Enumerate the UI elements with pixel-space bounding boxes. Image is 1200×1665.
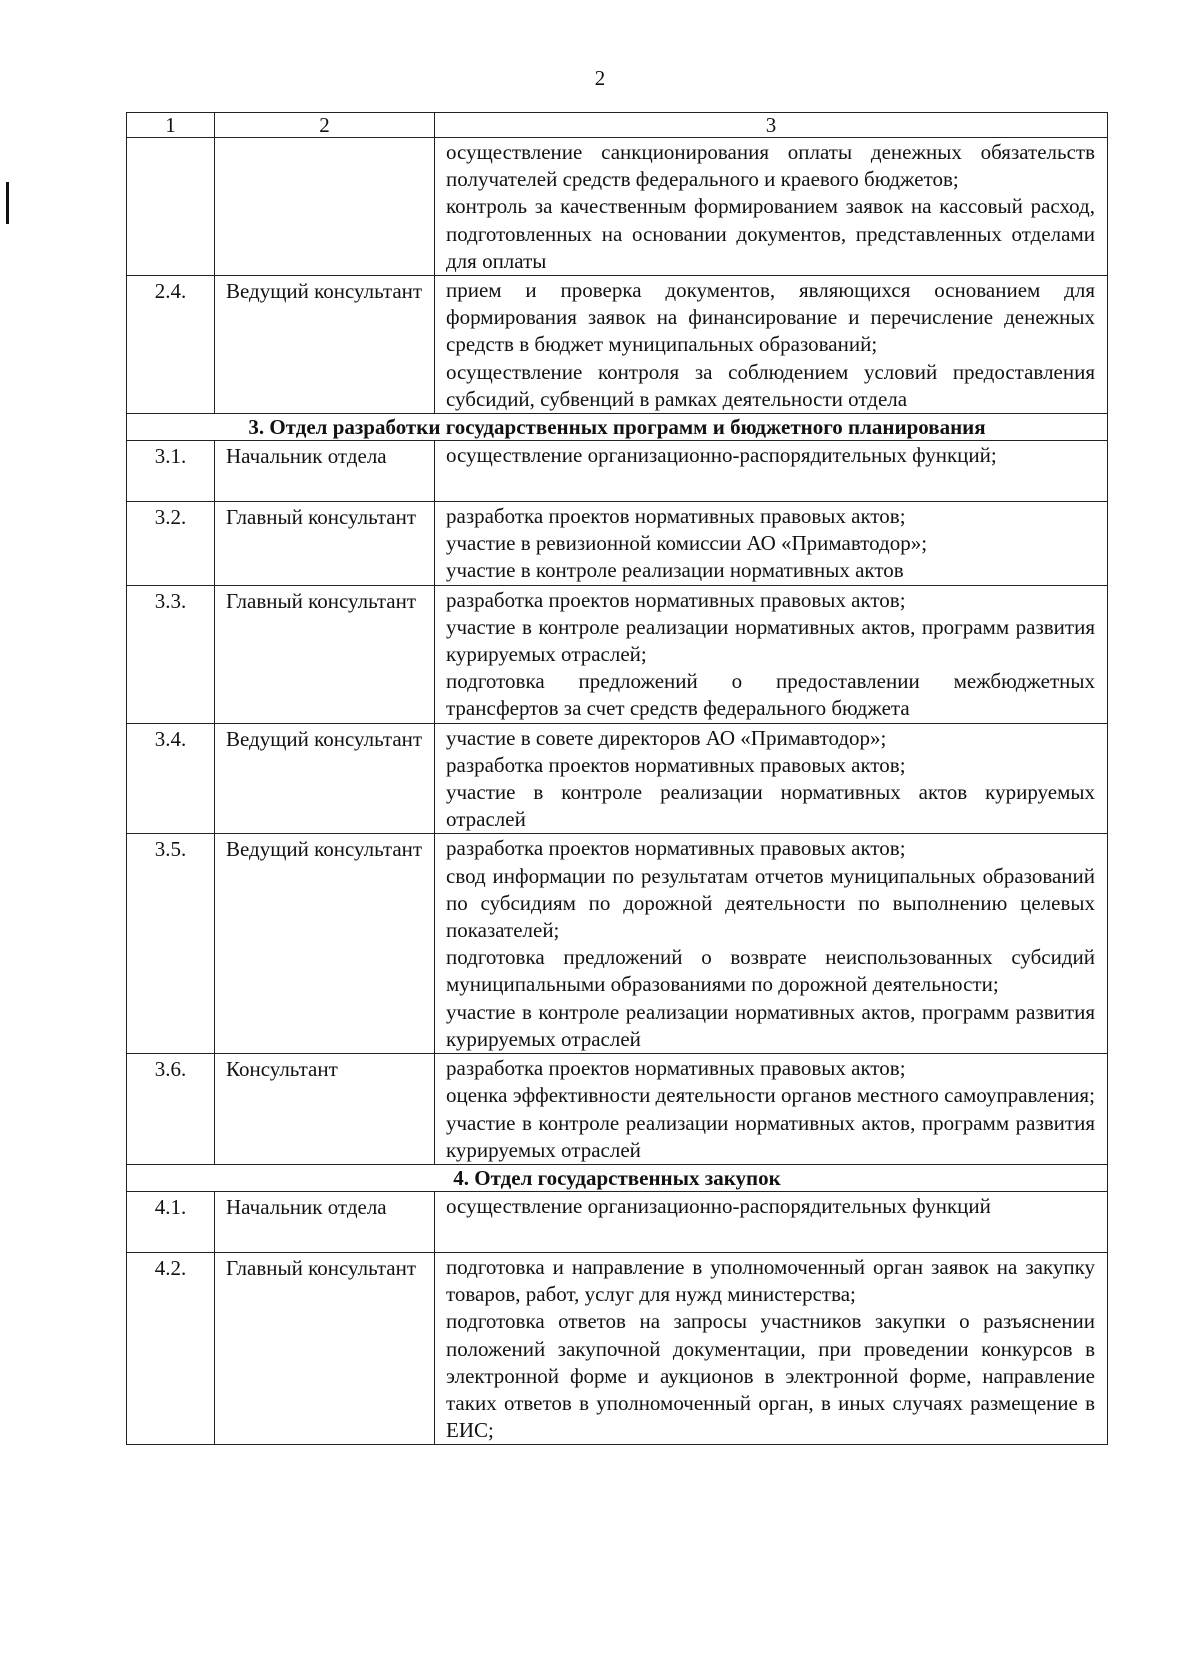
row-duties xyxy=(435,1252,1108,1444)
duty-line: осуществление организационно-распорядительных функций; xyxy=(446,443,997,468)
duty-line: участие в контроле реализации нормативных актов xyxy=(446,558,904,583)
duty-line: разработка проектов нормативных правовых актов; xyxy=(446,504,906,529)
table-row xyxy=(127,585,1108,723)
row-duties xyxy=(435,1054,1108,1165)
table-row xyxy=(127,1252,1108,1444)
section-header-row xyxy=(127,1164,1108,1191)
table-header-row xyxy=(127,113,1108,138)
section-4-title: 4. Отдел государственных закупок xyxy=(127,1164,1108,1191)
page-number: 2 xyxy=(594,66,606,90)
duty-line: разработка проектов нормативных правовых актов; xyxy=(446,1056,906,1081)
duty-line: разработка проектов нормативных правовых актов; xyxy=(446,836,906,861)
duty-line: подготовка предложений о предоставлении межбюджетных трансфертов за счет средств федерального бюджета xyxy=(446,669,1095,721)
section-header-row xyxy=(127,414,1108,441)
row-number: 3.5. xyxy=(127,834,215,1054)
duty-line: прием и проверка документов, являющихся основанием для формирования заявок на финансирование и перечисление денежных средств в бюджет муниципальных образований; xyxy=(446,278,1095,357)
section-3-title: 3. Отдел разработки государственных программ и бюджетного планирования xyxy=(127,414,1108,441)
row-position: Начальник отдела xyxy=(215,441,435,502)
table-row xyxy=(127,502,1108,586)
row-position: Главный консультант xyxy=(215,585,435,723)
table-row xyxy=(127,441,1108,502)
duty-line: осуществление санкционирования оплаты денежных обязательств получателей средств федерального и краевого бюджетов; xyxy=(446,140,1095,192)
row-number: 4.1. xyxy=(127,1191,215,1252)
table-row xyxy=(127,1191,1108,1252)
row-duties xyxy=(435,723,1108,834)
table-row xyxy=(127,1054,1108,1165)
row-position: Ведущий консультант xyxy=(215,834,435,1054)
row-number: 4.2. xyxy=(127,1252,215,1444)
row-duties xyxy=(435,441,1108,502)
row-duties xyxy=(435,502,1108,586)
row-duties xyxy=(435,834,1108,1054)
duties-table xyxy=(126,112,1108,1445)
table-row xyxy=(127,723,1108,834)
header-col-1: 1 xyxy=(127,113,215,138)
row-number: 3.4. xyxy=(127,723,215,834)
row-number: 3.3. xyxy=(127,585,215,723)
table-row xyxy=(127,834,1108,1054)
row-duties xyxy=(435,1191,1108,1252)
row-number xyxy=(127,138,215,276)
duty-line: подготовка предложений о возврате неиспользованных субсидий муниципальными образованиями по дорожной деятельности; xyxy=(446,945,1095,997)
duty-line: участие в контроле реализации нормативных актов курируемых отраслей xyxy=(446,780,1095,832)
duty-line: участие в контроле реализации нормативных актов, программ развития курируемых отраслей xyxy=(446,1110,1095,1162)
scan-margin-mark xyxy=(6,182,9,224)
header-col-3: 3 xyxy=(435,113,1108,138)
duty-line: подготовка и направление в уполномоченный орган заявок на закупку товаров, работ, услуг для нужд министерства; xyxy=(446,1254,1095,1307)
duty-line: свод информации по результатам отчетов муниципальных образований по субсидиям по дорожной деятельности по выполнению целевых показателей; xyxy=(446,863,1095,943)
row-number: 3.6. xyxy=(127,1054,215,1165)
row-position: Начальник отдела xyxy=(215,1191,435,1252)
duty-line: участие в контроле реализации нормативных актов, программ развития курируемых отраслей; xyxy=(446,614,1095,667)
duty-line: подготовка ответов на запросы участников закупки о разъяснении положений закупочной документации, при проведении конкурсов в электронной форме и аукционов в электронной форме, направление таких ответов в уполномоченный орган, в иных случаях размещение в ЕИС; xyxy=(446,1309,1095,1443)
row-number: 3.1. xyxy=(127,441,215,502)
row-position xyxy=(215,138,435,276)
row-duties xyxy=(435,276,1108,414)
row-position: Консультант xyxy=(215,1054,435,1165)
duty-line: участие в ревизионной комиссии АО «Примавтодор»; xyxy=(446,531,928,556)
table-row xyxy=(127,276,1108,414)
row-position: Главный консультант xyxy=(215,1252,435,1444)
duty-line: участие в контроле реализации нормативных актов, программ развития курируемых отраслей xyxy=(446,999,1095,1051)
duty-line: разработка проектов нормативных правовых актов; xyxy=(446,587,906,612)
row-duties xyxy=(435,138,1108,276)
duty-line: разработка проектов нормативных правовых актов; xyxy=(446,752,906,777)
row-position: Ведущий консультант xyxy=(215,276,435,414)
row-number: 3.2. xyxy=(127,502,215,586)
row-position: Ведущий консультант xyxy=(215,723,435,834)
duty-line: осуществление организационно-распорядительных функций xyxy=(446,1193,991,1218)
duty-line: контроль за качественным формированием заявок на кассовый расход, подготовленных на основании документов, представленных отделами для оплаты xyxy=(446,194,1095,273)
duty-line: участие в совете директоров АО «Примавтодор»; xyxy=(446,725,887,750)
row-position: Главный консультант xyxy=(215,502,435,586)
duty-line: осуществление контроля за соблюдением условий предоставления субсидий, субвенций в рамках деятельности отдела xyxy=(446,359,1095,411)
row-duties xyxy=(435,585,1108,723)
table-row xyxy=(127,138,1108,276)
row-number: 2.4. xyxy=(127,276,215,414)
header-col-2: 2 xyxy=(215,113,435,138)
duty-line: оценка эффективности деятельности органов местного самоуправления; xyxy=(446,1083,1095,1108)
